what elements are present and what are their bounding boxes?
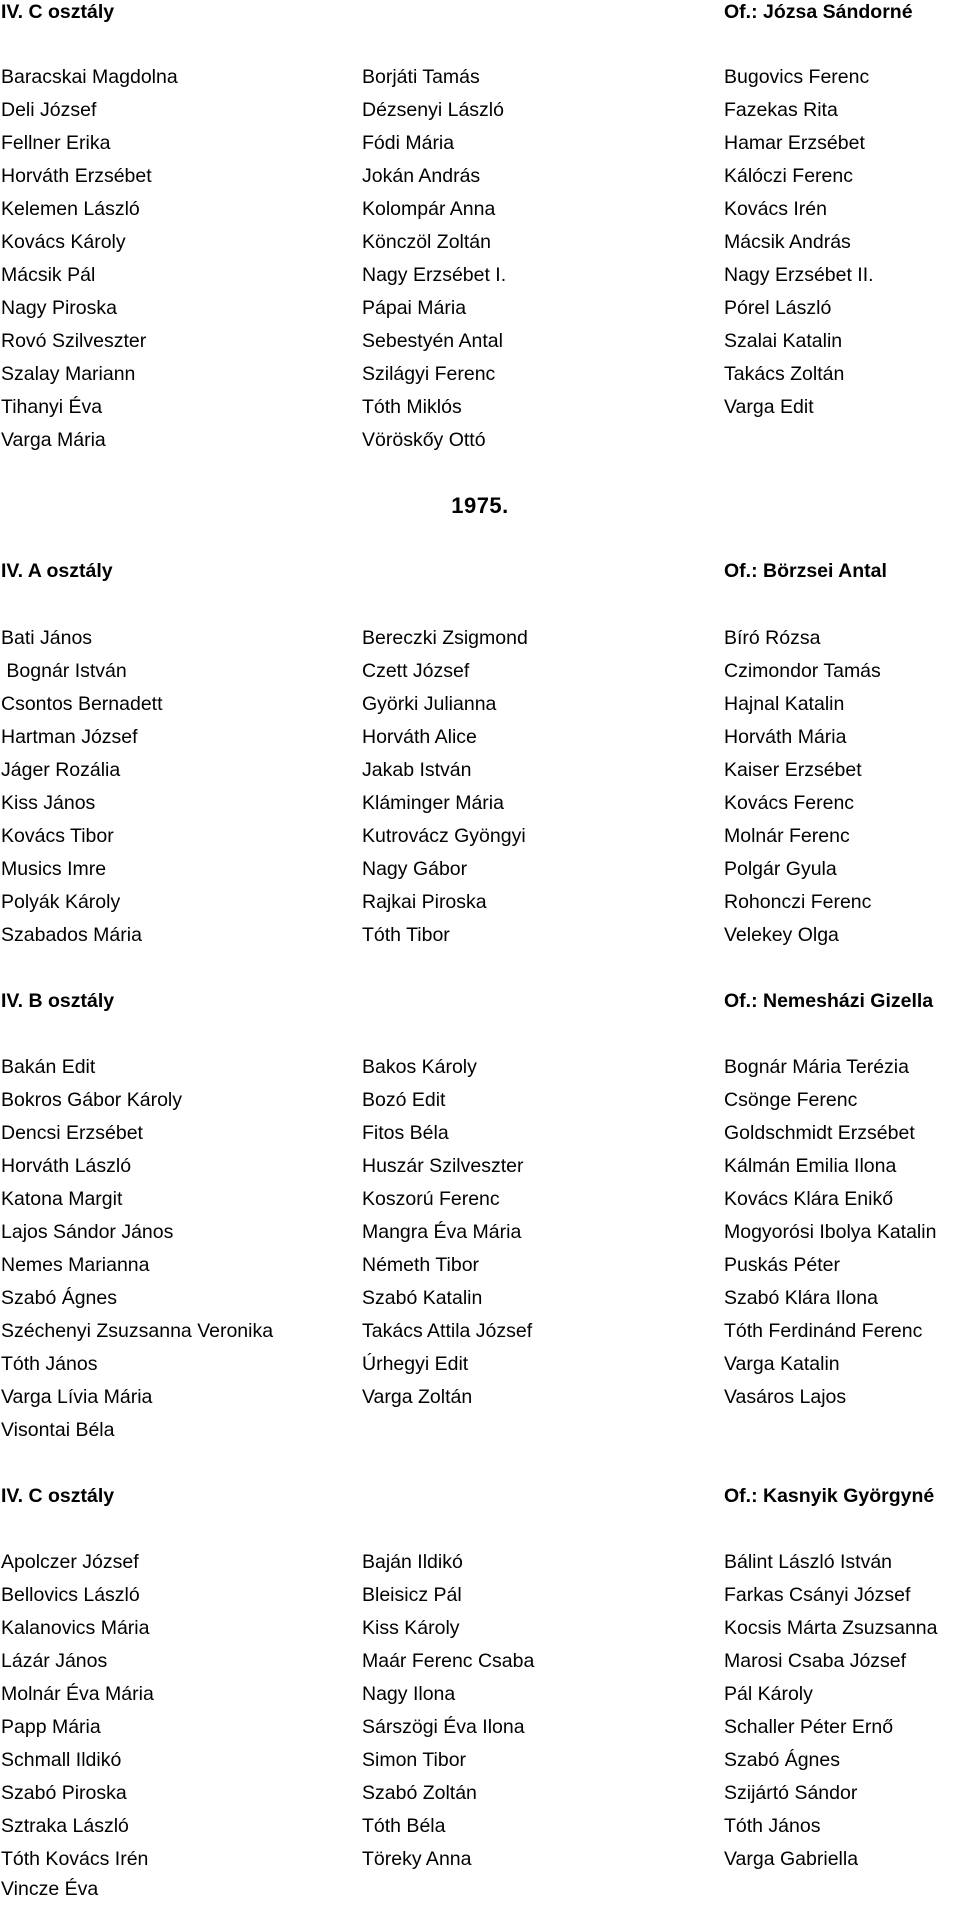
student-name: Kovács Klára Enikő [724,1188,894,1210]
student-name: Kiss János [1,792,96,814]
student-name: Tóth Béla [362,1815,446,1837]
student-name: Mogyorósi Ibolya Katalin [724,1221,937,1243]
student-name: Vöröskőy Ottó [362,429,486,451]
student-name: Hajnal Katalin [724,693,845,715]
class-label: IV. A osztály [1,560,113,582]
list-row [0,821,960,851]
student-name: Kaiser Erzsébet [724,759,862,781]
section-header [0,0,960,27]
student-name: Marosi Csaba József [724,1650,907,1672]
student-name: Kovács Irén [724,198,827,220]
student-name: Szabó Ágnes [1,1287,118,1309]
student-name: Szijártó Sándor [724,1782,858,1804]
student-name: Varga Katalin [724,1353,840,1375]
list-row [0,326,960,356]
list-row [0,1745,960,1775]
student-name: Szabó Piroska [1,1782,127,1804]
student-name: Visontai Béla [1,1419,115,1441]
student-name: Dézsenyi László [362,99,504,121]
student-name: Szabó Klára Ilona [724,1287,878,1309]
student-name: Szalai Katalin [724,330,843,352]
student-name: Rajkai Piroska [362,891,487,913]
list-row [0,887,960,917]
student-name: Vincze Éva [1,1878,99,1900]
student-name: Dencsi Erzsébet [1,1122,143,1144]
student-name: Kálmán Emilia Ilona [724,1155,897,1177]
list-row [0,128,960,158]
student-name: Baján Ildikó [362,1551,463,1573]
list-row [0,788,960,818]
student-name: Széchenyi Zsuzsanna Veronika [1,1320,274,1342]
list-row [0,1085,960,1115]
student-name: Pál Károly [724,1683,813,1705]
student-name: Horváth Mária [724,726,847,748]
list-row [0,623,960,653]
student-name: Nagy Piroska [1,297,117,319]
student-name: Jokán András [362,165,481,187]
student-name: Bognár Mária Terézia [724,1056,909,1078]
list-row [0,293,960,323]
list-row [0,1118,960,1148]
list-row [0,1580,960,1610]
student-name: Musics Imre [1,858,107,880]
list-row [0,1844,960,1874]
list-row [0,1283,960,1313]
class-teacher: Of.: Börzsei Antal [724,560,887,582]
year-heading: 1975. [451,493,509,518]
student-name: Koszorú Ferenc [362,1188,500,1210]
student-name: Kocsis Márta Zsuzsanna [724,1617,938,1639]
list-row [0,1349,960,1379]
student-name: Tóth János [1,1353,98,1375]
student-name: Csönge Ferenc [724,1089,858,1111]
student-name: Bíró Rózsa [724,627,821,649]
student-name: Sztraka László [1,1815,129,1837]
student-name: Baracskai Magdolna [1,66,178,88]
student-name: Szalay Mariann [1,363,136,385]
list-row [0,260,960,290]
student-name: Schaller Péter Ernő [724,1716,894,1738]
student-name: Simon Tibor [362,1749,467,1771]
student-name: Mácsik András [724,231,851,253]
student-name: Kálóczi Ferenc [724,165,853,187]
list-row [0,1547,960,1577]
student-name: Farkas Csányi József [724,1584,911,1606]
class-teacher: Of.: Nemesházi Gizella [724,990,934,1012]
student-name: Varga Zoltán [362,1386,473,1408]
student-name: Töreky Anna [362,1848,472,1870]
student-name: Puskás Péter [724,1254,840,1276]
list-row [0,359,960,389]
student-name: Szabó Katalin [362,1287,483,1309]
student-name: Varga Edit [724,396,814,418]
class-label: IV. C osztály [1,1485,115,1507]
list-row [0,722,960,752]
student-name: Tóth Ferdinánd Ferenc [724,1320,923,1342]
student-name: Kláminger Mária [362,792,504,814]
student-name: Bereczki Zsigmond [362,627,528,649]
student-name: Mácsik Pál [1,264,96,286]
student-name: Bokros Gábor Károly [1,1089,182,1111]
student-name: Fazekas Rita [724,99,838,121]
student-name: Czimondor Tamás [724,660,881,682]
list-row [0,689,960,719]
student-name: Tóth Tibor [362,924,450,946]
student-name: Varga Lívia Mária [1,1386,153,1408]
list-row [0,1052,960,1082]
student-name: Borjáti Tamás [362,66,480,88]
student-name: Apolczer József [1,1551,139,1573]
student-name: Bakos Károly [362,1056,477,1078]
student-name: Deli József [1,99,97,121]
class-label: IV. B osztály [1,990,115,1012]
student-name: Takács Zoltán [724,363,845,385]
student-name: Kovács Ferenc [724,792,855,814]
list-row [0,1151,960,1181]
student-name: Fitos Béla [362,1122,449,1144]
student-name: Kutrovácz Gyöngyi [362,825,526,847]
student-name: Rovó Szilveszter [1,330,147,352]
list-row [0,656,960,686]
list-row [0,854,960,884]
student-name: Szilágyi Ferenc [362,363,496,385]
student-name: Schmall Ildikó [1,1749,122,1771]
student-name: Tóth Miklós [362,396,462,418]
list-row [0,1316,960,1346]
student-name: Hamar Erzsébet [724,132,865,154]
list-row [0,1874,960,1904]
student-name: Rohonczi Ferenc [724,891,872,913]
list-row [0,1613,960,1643]
student-name: Vasáros Lajos [724,1386,847,1408]
student-name: Mangra Éva Mária [362,1221,522,1243]
student-name: Bati János [1,627,93,649]
class-teacher: Of.: Józsa Sándorné [724,1,913,23]
list-row [0,1679,960,1709]
list-row [0,425,960,455]
student-name: Tóth János [724,1815,821,1837]
student-name: Bugovics Ferenc [724,66,870,88]
student-name: Molnár Ferenc [724,825,850,847]
list-row [0,1415,960,1445]
student-name: Tóth Kovács Irén [1,1848,149,1870]
student-name: Horváth Erzsébet [1,165,152,187]
list-row [0,920,960,950]
student-name: Könczöl Zoltán [362,231,491,253]
student-name: Szabó Zoltán [362,1782,477,1804]
student-name: Bakán Edit [1,1056,96,1078]
student-name: Pórel László [724,297,832,319]
student-name: Molnár Éva Mária [1,1683,154,1705]
student-name: Nagy Erzsébet I. [362,264,507,286]
student-name: Csontos Bernadett [1,693,163,715]
student-name: Takács Attila József [362,1320,533,1342]
student-name: Hartman József [1,726,138,748]
list-row [0,1250,960,1280]
student-name: Varga Gabriella [724,1848,859,1870]
student-name: Szabados Mária [1,924,142,946]
list-row [0,1382,960,1412]
list-row [0,1811,960,1841]
student-name: Polgár Gyula [724,858,837,880]
section-header [0,1481,960,1511]
student-name: Fódi Mária [362,132,455,154]
student-name: Czett József [362,660,470,682]
student-name: Huszár Szilveszter [362,1155,524,1177]
list-row [0,1646,960,1676]
student-name: Horváth László [1,1155,132,1177]
student-name: Sárszögi Éva Ilona [362,1716,525,1738]
student-name: Polyák Károly [1,891,121,913]
student-name: Kovács Tibor [1,825,114,847]
student-name: Tihanyi Éva [1,396,103,418]
student-name: Nagy Ilona [362,1683,456,1705]
student-name: Pápai Mária [362,297,467,319]
student-name: Bleisicz Pál [362,1584,462,1606]
student-name: Kovács Károly [1,231,126,253]
class-label: IV. C osztály [1,1,115,23]
student-name: Kolompár Anna [362,198,496,220]
student-name: Horváth Alice [362,726,477,748]
student-name: Papp Mária [1,1716,101,1738]
student-name: Nagy Erzsébet II. [724,264,874,286]
list-row [0,194,960,224]
student-name: Szabó Ágnes [724,1749,841,1771]
list-row [0,755,960,785]
student-name: Goldschmidt Erzsébet [724,1122,915,1144]
class-teacher: Of.: Kasnyik Györgyné [724,1485,935,1507]
student-name: Bálint László István [724,1551,893,1573]
list-row [0,1217,960,1247]
section-header [0,986,960,1016]
student-name: Katona Margit [1,1188,123,1210]
student-name: Jakab István [362,759,472,781]
list-row [0,392,960,422]
student-name: Györki Julianna [362,693,497,715]
list-row [0,95,960,125]
list-row [0,1184,960,1214]
student-name: Nagy Gábor [362,858,468,880]
list-row [0,1712,960,1742]
student-name: Úrhegyi Edit [362,1353,469,1375]
list-row [0,227,960,257]
list-row [0,62,960,92]
student-name: Kiss Károly [362,1617,460,1639]
student-name: Kalanovics Mária [1,1617,150,1639]
list-row [0,1778,960,1808]
student-name: Nemes Marianna [1,1254,150,1276]
section-header [0,556,960,586]
student-name: Bellovics László [1,1584,140,1606]
student-name: Bognár István [1,660,127,682]
student-name: Varga Mária [1,429,106,451]
student-name: Lajos Sándor János [1,1221,174,1243]
student-name: Lázár János [1,1650,108,1672]
student-name: Fellner Erika [1,132,111,154]
student-name: Bozó Edit [362,1089,446,1111]
student-name: Németh Tibor [362,1254,480,1276]
student-name: Jáger Rozália [1,759,121,781]
student-name: Velekey Olga [724,924,839,946]
student-name: Maár Ferenc Csaba [362,1650,535,1672]
list-row [0,161,960,191]
student-name: Sebestyén Antal [362,330,503,352]
student-name: Kelemen László [1,198,140,220]
